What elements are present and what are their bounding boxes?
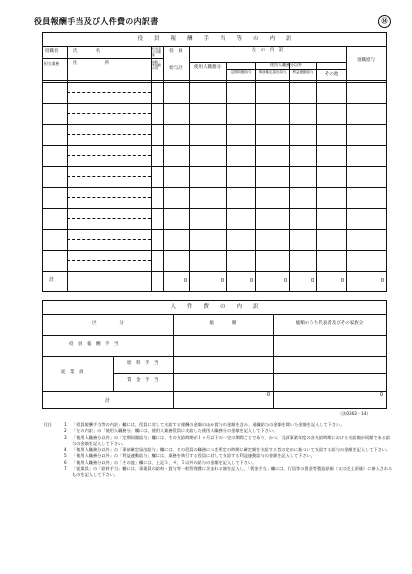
note-item: 2 「左の内訳」の「使用人職務分」欄には、使用人兼務役員に支給した使用人職務分の金額を記入して下さい。 [64, 428, 278, 434]
total-retirement-pay: 0 [380, 278, 384, 284]
personnel-cost-table [42, 300, 387, 409]
col-address-header: 住 所 [73, 61, 109, 66]
col-position-header: 役職名 [45, 49, 59, 54]
total-amount-value: 0 [266, 392, 270, 398]
note-item: 1 「役員報酬手当等の内訳」欄には、役員に対して支給する報酬の金額のほか賞与の金額を含み、退職給与の金額を除いた金額を記入して下さい。 [64, 422, 345, 427]
section1-total-label: 計 [49, 277, 55, 283]
col-rep-header: 総額のうち代表者及びその家族分 [295, 321, 364, 326]
total-other-pay: 0 [340, 278, 344, 284]
col-category-header: 区 分 [92, 321, 124, 326]
row-salary-label: 給 料 手 当 [127, 361, 159, 366]
note-item: 5 「使用人職務分以外」の「利益連動給与」欄には、業務を執行する役員に対して支給する利益連動給与の金額を記入して下さい。 [64, 453, 315, 459]
section2-total-label: 計 [105, 398, 111, 404]
notes-label: (注) [44, 422, 52, 427]
note-item: 6 「使用人職務分以外」の「その他」欄には、上記３、４、５以外の給与の金額を記入して下さい。 [64, 459, 257, 465]
total-fixed-pay: 0 [249, 278, 253, 284]
row-officer-pay-label: 役 員 報 酬 手 当 [69, 342, 119, 347]
document-title: 役員報酬手当及び人件費の内訳書 [34, 17, 159, 26]
col-other-than-header: 使用人職務分以外 [270, 62, 302, 67]
col-other-header: その他 [324, 72, 339, 77]
col-fixed-pay-header: 定期同額給与 [230, 70, 252, 74]
section1-heading: 役 員 報 酬 手 当 等 の 内 訳 [137, 36, 292, 42]
total-performance-pay: 0 [310, 278, 314, 284]
note-item: 4 「使用人職務分以外」の「事前確定届出給与」欄には、その役員の職務につき所定の時期に確定額を支給する旨の定めに基づいて支給する給与の金額を記入して下さい。 [64, 447, 391, 453]
form-code: （法0302－14） [338, 411, 371, 416]
col-performance-pay-header: 利益連動給与 [292, 70, 314, 74]
col-advance-pay-header: 事前確定届出給与 [258, 70, 287, 74]
total-employee-pay: 0 [220, 278, 224, 284]
notes-section [44, 422, 394, 479]
col-employee-pay-header: 使用人職務分 [194, 65, 221, 70]
page-number-badge: ⑭ [378, 15, 391, 28]
officer-compensation-table [42, 32, 387, 292]
col-name-header: 氏 名 [73, 49, 100, 54]
col-retirement-header: 退職給与 [357, 58, 375, 63]
total-advance-pay: 0 [283, 278, 287, 284]
total-officer-pay: 0 [183, 278, 187, 284]
col-relation-header: 代表者との関係 [152, 47, 162, 58]
col-breakdown-header: 左 の 内 訳 [251, 48, 284, 53]
note-item: 7 「従業員」の「給料手当」欄には、事業員の給料・賞与等一般管理費に含まれる額を記入し、「賃金手当」欄には、行員等の賃金等製造原価（又は売上原価）に参入されるものを記入して下さい。 [64, 466, 393, 478]
col-amount-header: 総 額 [209, 321, 237, 326]
row-wages-label: 賃 金 手 当 [127, 378, 159, 383]
col-total-sub-header: 給与計 [169, 66, 183, 71]
note-item: 3 「使用人職務分以外」の「定期同額給与」欄には、その支給時期が１ヶ月以下の一定の期間ごとであり、かつ、当該事業年度の各支給時期における支給額が同額である給与の金額を記入して下さい。 [64, 434, 391, 446]
col-total-header: 役 員 [169, 49, 183, 54]
section2-heading: 人 件 費 の 内 訳 [170, 304, 259, 310]
total-rep-value: 0 [379, 392, 383, 398]
col-duty-header: 担当業務 [44, 61, 60, 66]
col-fulltime-header: 常勤・非常勤の別 [152, 60, 162, 71]
row-employee-label: 従 業 員 [61, 370, 84, 375]
